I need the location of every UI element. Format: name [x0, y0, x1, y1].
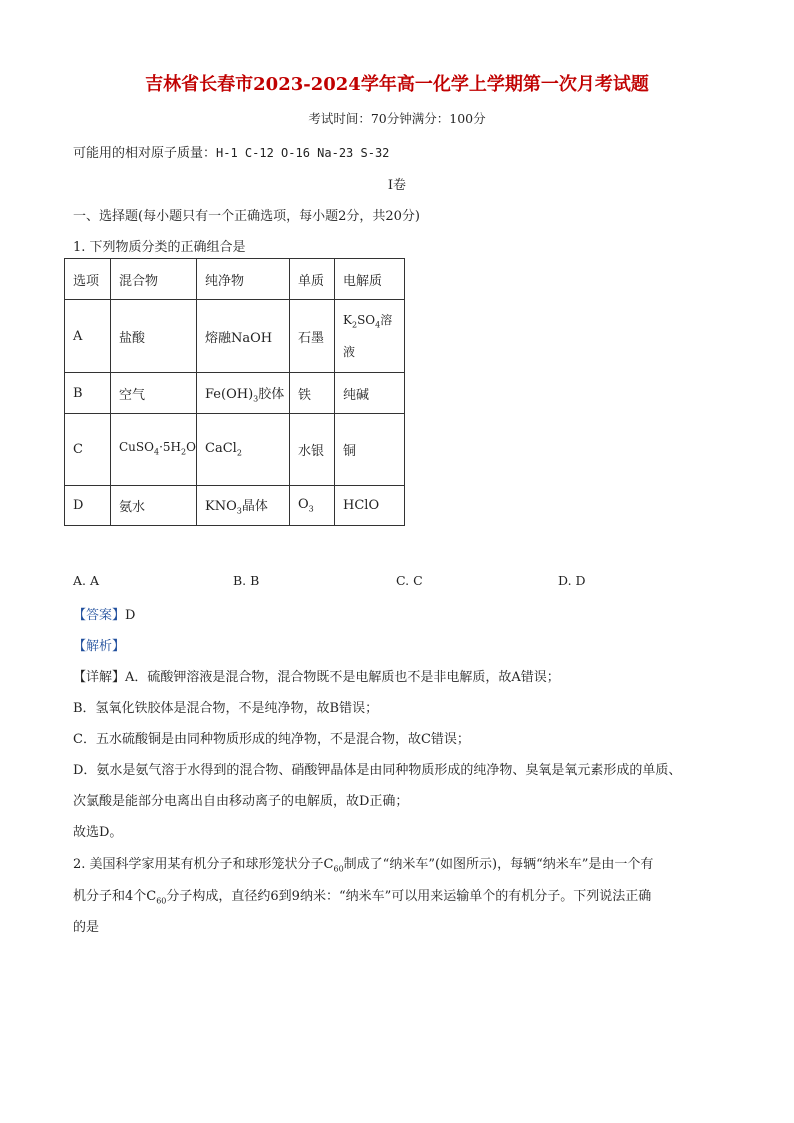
- table-header-cell: 纯净物: [197, 259, 290, 300]
- table-cell-mixture: $CuSO_4\cdot 5H_2O$: [111, 414, 197, 486]
- table-row: [65, 486, 405, 526]
- explanation-line: 故选D。: [73, 825, 123, 840]
- table-cell-pure: $Fe(OH)_3$胶体: [197, 373, 290, 414]
- table-row: [65, 300, 405, 373]
- explanation-line: B．氢氧化铁胶体是混合物，不是纯净物，故B错误；: [73, 701, 379, 716]
- table-cell-element: $O_3$: [290, 486, 335, 526]
- table-cell-electrolyte: $K_2SO_4$溶液: [335, 300, 405, 373]
- table-cell-pure: CaCl$_2$: [197, 414, 290, 486]
- table-cell-element: 水银: [290, 414, 335, 486]
- table-cell-option: A: [65, 300, 111, 373]
- section-heading: 一、选择题(每小题只有一个正确选项，每小题2分，共20分): [73, 209, 420, 224]
- table-cell-mixture: 盐酸: [111, 300, 197, 373]
- classification-table: [64, 258, 405, 526]
- question-2-line: 机分子和4个$C_{60}$分子构成，直径约6到9纳米：“纳米车”可以用来运输单个的有机分子。下列说法正确: [73, 889, 652, 906]
- atomic-mass-values: H-1 C-12 O-16 Na-23 S-32: [216, 146, 390, 160]
- question-2-line: 2. 美国科学家用某有机分子和球形笼状分子$C_{60}$制成了“纳米车”(如图所示)，每辆“纳米车”是由一个有: [73, 857, 654, 874]
- analysis-label: 【解析】: [73, 639, 126, 654]
- explanation-line: D．氨水是氨气溶于水得到的混合物、硝酸钾晶体是由同种物质形成的纯净物、臭氧是氧元素形成的单质、: [73, 763, 682, 778]
- table-cell-option: C: [65, 414, 111, 486]
- table-cell-electrolyte: 纯碱: [335, 373, 405, 414]
- page-title: 吉林省长春市2023-2024学年高一化学上学期第一次月考试题: [145, 74, 649, 95]
- explanation-line: 次氯酸是能部分电离出自由移动离子的电解质，故D正确；: [73, 794, 409, 809]
- explanation-line: C．五水硫酸铜是由同种物质形成的纯净物，不是混合物，故C错误；: [73, 732, 470, 747]
- table-cell-electrolyte: 铜: [335, 414, 405, 486]
- option-d: D. D: [558, 573, 586, 588]
- table-cell-pure: 熔融NaOH: [197, 300, 290, 373]
- option-a: A. A: [73, 573, 100, 588]
- table-row: [65, 373, 405, 414]
- table-cell-mixture: 空气: [111, 373, 197, 414]
- table-header-cell: 选项: [65, 259, 111, 300]
- question-1-stem: 1. 下列物质分类的正确组合是: [73, 240, 246, 255]
- answer-line: [73, 604, 135, 623]
- table-header-cell: 混合物: [111, 259, 197, 300]
- table-cell-element: 铁: [290, 373, 335, 414]
- atomic-mass-label: 可能用的相对原子质量：: [73, 146, 217, 161]
- answer-label: 【答案】: [73, 608, 126, 623]
- table-row: [65, 414, 405, 486]
- exam-info: 考试时间：70分钟满分：100分: [308, 111, 486, 126]
- detail-label: 【详解】: [73, 670, 126, 685]
- table-cell-pure: $KNO_3$晶体: [197, 486, 290, 526]
- table-cell-option: D: [65, 486, 111, 526]
- explanation-line: 【详解】A．硫酸钾溶液是混合物，混合物既不是电解质也不是非电解质，故A错误；: [73, 670, 560, 685]
- table-header-row: [65, 259, 405, 300]
- atomic-mass-line: [73, 142, 389, 161]
- table-header-cell: 电解质: [335, 259, 405, 300]
- table-cell-electrolyte: HClO: [335, 486, 405, 526]
- question-2-line: 的是: [73, 920, 100, 935]
- option-b: B. B: [233, 573, 260, 588]
- table-header-cell: 单质: [290, 259, 335, 300]
- table-cell-option: B: [65, 373, 111, 414]
- table-cell-mixture: 氨水: [111, 486, 197, 526]
- option-c: C. C: [396, 573, 423, 588]
- answer-value: D: [125, 608, 136, 623]
- table-cell-element: 石墨: [290, 300, 335, 373]
- volume-heading: Ⅰ卷: [387, 178, 407, 193]
